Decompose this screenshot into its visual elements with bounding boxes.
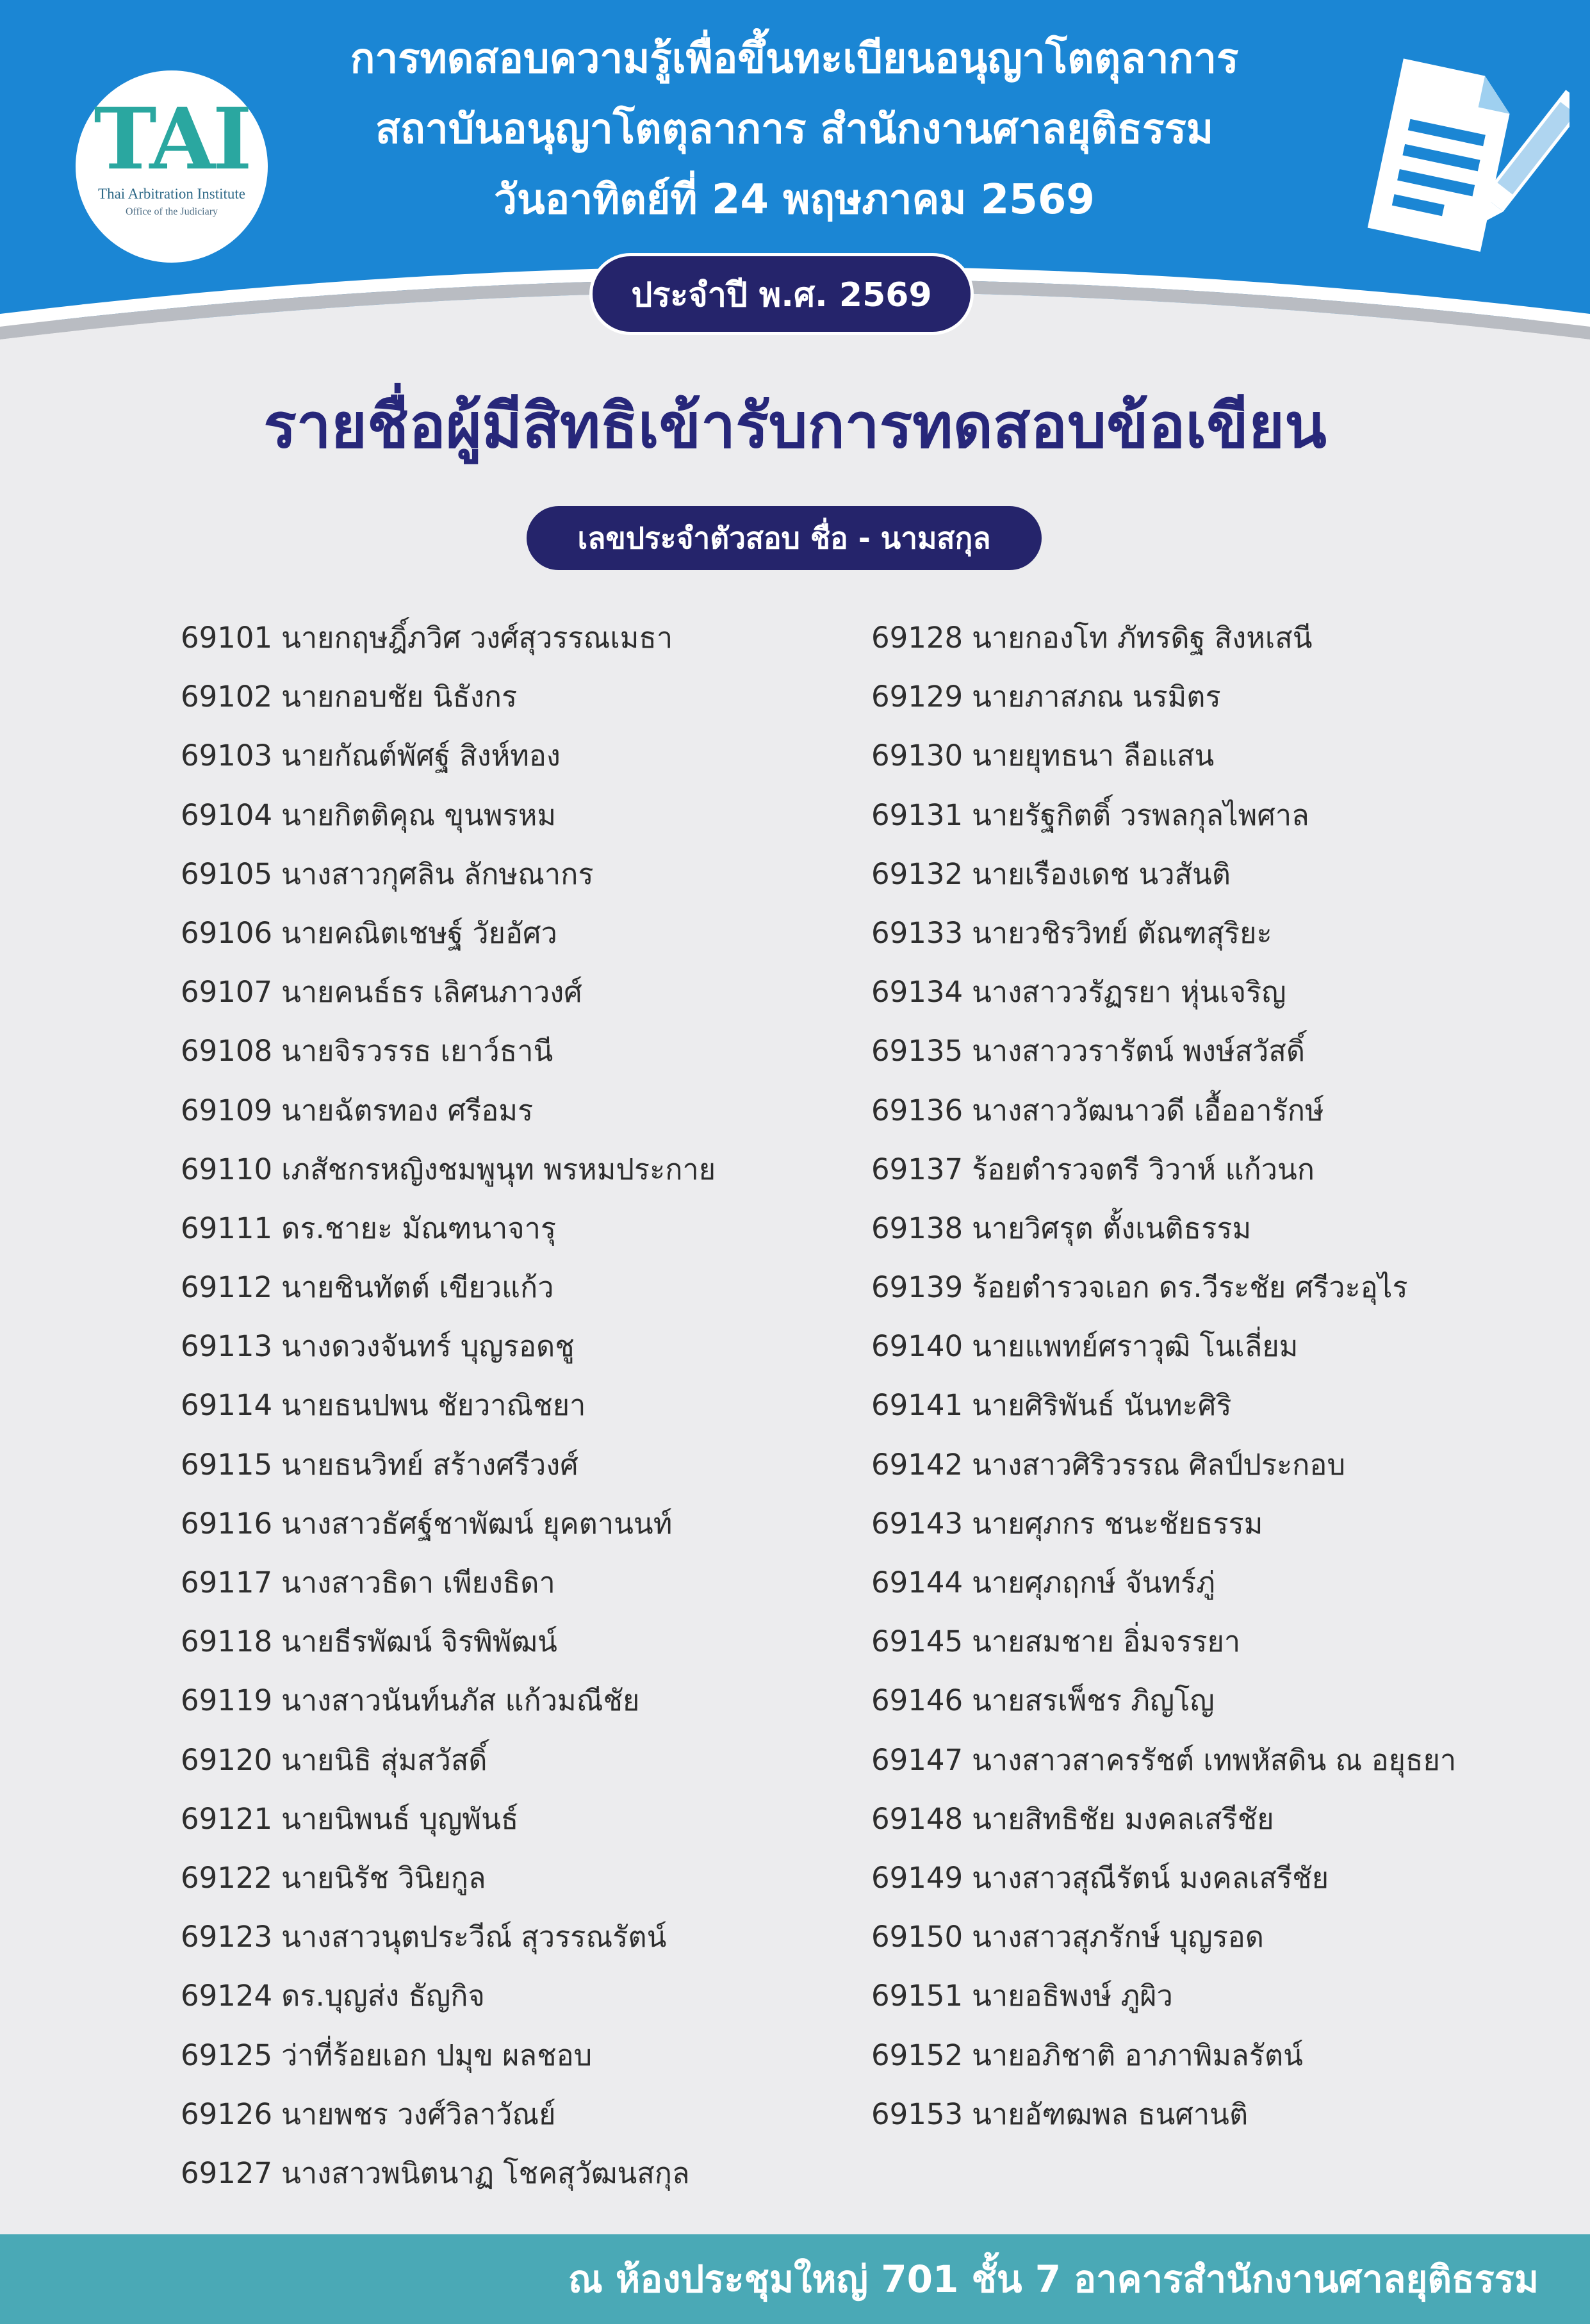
candidate-name: นายอธิพงษ์ ภูผิว [972,1979,1173,2013]
candidate-row [181,2085,840,2144]
candidate-id: 69139 [871,1270,963,1305]
candidate-row [181,1376,840,1435]
candidate-name: นายกัณต์พัศฐ์ สิงห์ทอง [281,739,561,773]
document-pen-icon [1339,54,1570,259]
tai-logo [76,70,268,263]
candidate-name: นายจิรวรรธ เยาว์ธานี [281,1034,553,1068]
candidate-row [871,1022,1576,1081]
candidate-row [871,1671,1576,1730]
column-header: เลขประจำตัวสอบ ชื่อ - นามสกุล [527,506,1042,570]
candidate-name: นายกองโท ภัทรดิฐ สิงหเสนี [972,621,1313,655]
logo-subtitle: Office of the Judiciary [125,206,218,217]
candidate-id: 69124 [181,1979,273,2013]
candidate-id: 69116 [181,1506,273,1541]
candidate-row [871,1436,1576,1494]
candidate-list-left [181,609,840,2203]
candidate-name: นายนิพนธ์ บุญพันธ์ [281,1801,519,1836]
candidate-id: 69140 [871,1329,963,1364]
candidate-id: 69137 [871,1152,963,1186]
candidate-name: นายพชร วงศ์วิลาวัณย์ [281,2097,556,2131]
candidate-name: นายกฤษฎิ์ภวิศ วงศ์สุวรรณเมธา [281,621,673,655]
candidate-row [871,1967,1576,2025]
candidate-id: 69130 [871,739,963,773]
candidate-row [871,1494,1576,1553]
candidate-name: นายวชิรวิทย์ ตัณฑสุริยะ [972,915,1272,950]
logo-mark: TAI [94,90,250,189]
candidate-row [871,667,1576,726]
candidate-row [181,2144,840,2203]
candidate-row [181,786,840,845]
candidate-name: นายธีรพัฒน์ จิรพิพัฒน์ [281,1624,557,1659]
candidate-id: 69138 [871,1211,963,1245]
candidate-id: 69115 [181,1447,273,1482]
candidate-row [871,1376,1576,1435]
year-badge: ประจำปี พ.ศ. 2569 [589,253,974,335]
candidate-row [871,1731,1576,1790]
candidate-id: 69112 [181,1270,273,1305]
candidate-row [871,609,1576,667]
candidate-id: 69120 [181,1742,273,1777]
candidate-row [871,1553,1576,1612]
candidate-id: 69152 [871,2038,963,2072]
candidate-name: นายคนธ์ธร เลิศนภาวงศ์ [281,975,582,1010]
candidate-id: 69105 [181,856,273,891]
candidate-row [181,1671,840,1730]
footer-banner [0,2234,1590,2324]
candidate-id: 69135 [871,1034,963,1068]
candidate-row [871,963,1576,1022]
candidate-name: นายคณิตเชษฐ์ วัยอัศว [281,915,557,950]
candidate-row [871,1908,1576,1967]
candidate-row [181,845,840,904]
candidate-name: นายธนปพน ชัยวาณิชยา [281,1388,586,1423]
candidate-name: นายศุภฤกษ์ จันทร์ภู่ [972,1566,1215,1600]
candidate-row [871,1199,1576,1258]
candidate-row [871,1140,1576,1199]
candidate-name: นายธนวิทย์ สร้างศรีวงศ์ [281,1447,578,1482]
candidate-id: 69146 [871,1683,963,1718]
candidate-row [181,726,840,785]
candidate-row [181,1790,840,1849]
candidate-name: นางสาววัฒนาวดี เอื้ออารักษ์ [972,1093,1324,1127]
candidate-row [871,1317,1576,1376]
candidate-name: นายศุภกร ชนะชัยธรรม [972,1506,1263,1541]
candidate-id: 69136 [871,1093,963,1127]
candidate-id: 69144 [871,1566,963,1600]
candidate-id: 69119 [181,1683,273,1718]
candidate-name: นายชินทัตต์ เขียวแก้ว [281,1270,554,1305]
candidate-id: 69110 [181,1152,273,1186]
candidate-row [871,1790,1576,1849]
candidate-name: นายสิทธิชัย มงคลเสรีชัย [972,1801,1274,1836]
candidate-name: นางสาววรัฏรยา หุ่นเจริญ [972,975,1286,1010]
candidate-id: 69117 [181,1566,273,1600]
candidate-row [181,963,840,1022]
candidate-row [871,2026,1576,2085]
candidate-row [181,1494,840,1553]
candidate-row [871,1612,1576,1671]
candidate-id: 69107 [181,975,273,1010]
candidate-name: นางสาววรารัตน์ พงษ์สวัสดิ์ [972,1034,1306,1068]
candidate-name: นางสาวสุณีรัตน์ มงคลเสรีชัย [972,1860,1329,1895]
candidate-name: ดร.ชายะ มัณฑนาจารุ [281,1211,557,1245]
candidate-name: นางสาวกุศลิน ลักษณากร [281,856,594,891]
candidate-row [871,1081,1576,1140]
candidate-id: 69121 [181,1801,273,1836]
candidate-id: 69123 [181,1920,273,1954]
candidate-id: 69147 [871,1742,963,1777]
candidate-row [871,1258,1576,1317]
candidate-id: 69133 [871,915,963,950]
candidate-name: ว่าที่ร้อยเอก ปมุข ผลชอบ [281,2038,593,2072]
candidate-name: นายวิศรุต ตั้งเนติธรรม [972,1211,1252,1245]
candidate-id: 69102 [181,680,273,714]
candidate-name: นางสาวธัศฐ์ชาพัฒน์ ยุคตานนท์ [281,1506,673,1541]
candidate-row [181,1967,840,2025]
candidate-id: 69106 [181,915,273,950]
candidate-name: นายภาสภณ นรมิตร [972,680,1221,714]
candidate-id: 69118 [181,1624,273,1659]
candidate-row [181,1317,840,1376]
candidate-row [181,1849,840,1908]
candidate-name: นายเรืองเดช นวสันติ [972,856,1231,891]
candidate-id: 69104 [181,798,273,832]
candidate-id: 69134 [871,975,963,1010]
candidate-name: นายนิธิ สุ่มสวัสดิ์ [281,1742,488,1777]
candidate-name: นางสาวนันท์นภัส แก้วมณีชัย [281,1683,640,1718]
candidate-id: 69103 [181,739,273,773]
candidate-row [181,1731,840,1790]
candidate-id: 69153 [871,2097,963,2131]
candidate-id: 69109 [181,1093,273,1127]
candidate-row [181,1140,840,1199]
candidate-name: ร้อยตำรวจเอก ดร.วีระชัย ศรีวะอุไร [972,1270,1408,1305]
candidate-list-right [871,609,1576,2144]
candidate-name: นายนิรัช วินิยกูล [281,1860,486,1895]
candidate-id: 69151 [871,1979,963,2013]
candidate-id: 69111 [181,1211,273,1245]
candidate-name: ร้อยตำรวจตรี วิวาห์ แก้วนก [972,1152,1315,1186]
candidate-name: นางสาวสุภรักษ์ บุญรอด [972,1920,1265,1954]
candidate-id: 69108 [181,1034,273,1068]
main-title: รายชื่อผู้มีสิทธิเข้ารับการทดสอบข้อเขียน [263,390,1327,462]
candidate-name: นางสาวนุตประวีณ์ สุวรรณรัตน์ [281,1920,667,1954]
candidate-id: 69128 [871,621,963,655]
header-title-line-1: การทดสอบความรู้เพื่อขึ้นทะเบียนอนุญาโตตุลาการ [350,35,1239,83]
candidate-name: นายยุทธนา ลือแสน [972,739,1215,773]
candidate-row [181,667,840,726]
candidate-name: นายสมชาย อิ่มจรรยา [972,1624,1241,1659]
candidate-id: 69132 [871,856,963,891]
candidate-name: นายกอบชัย นิธังกร [281,680,518,714]
candidate-row [871,904,1576,963]
candidate-row [871,1849,1576,1908]
candidate-name: นางสาวศิริวรรณ ศิลป์ประกอบ [972,1447,1346,1482]
candidate-name: นายสรเพ็ชร ภิญโญ [972,1683,1215,1718]
candidate-name: นายศิริพันธ์ นันทะศิริ [972,1388,1232,1423]
candidate-id: 69129 [871,680,963,714]
candidate-id: 69126 [181,2097,273,2131]
candidate-id: 69149 [871,1860,963,1895]
candidate-name: นายอัฑฒพล ธนศานติ [972,2097,1249,2131]
candidate-row [871,786,1576,845]
candidate-row [181,1436,840,1494]
candidate-name: นายรัฐกิตติ์ วรพลกุลไพศาล [972,798,1309,832]
candidate-name: นางสาวสาครรัชต์ เทพหัสดิน ณ อยุธยา [972,1742,1457,1777]
candidate-row [181,1908,840,1967]
candidate-id: 69101 [181,621,273,655]
candidate-row [871,726,1576,785]
candidate-row [181,1199,840,1258]
candidate-name: นายแพทย์ศราวุฒิ โนเลี่ยม [972,1329,1299,1364]
candidate-id: 69114 [181,1388,273,1423]
candidate-row [181,1081,840,1140]
candidate-id: 69122 [181,1860,273,1895]
candidate-row [181,1553,840,1612]
candidate-name: นายกิตติคุณ ขุนพรหม [281,798,557,832]
candidate-name: นายอภิชาติ อาภาพิมลรัตน์ [972,2038,1303,2072]
candidate-name: นายฉัตรทอง ศรีอมร [281,1093,534,1127]
logo-name: Thai Arbitration Institute [98,186,245,202]
candidate-id: 69150 [871,1920,963,1954]
candidate-id: 69148 [871,1801,963,1836]
candidate-row [181,904,840,963]
candidate-row [181,1022,840,1081]
candidate-id: 69142 [871,1447,963,1482]
candidate-name: ดร.บุญส่ง ธัญกิจ [281,1979,485,2013]
candidate-id: 69125 [181,2038,273,2072]
candidate-name: นางสาวพนิตนาฏ โชคสุวัฒนสกุล [281,2156,690,2190]
header-title-line-2: สถาบันอนุญาโตตุลาการ สำนักงานศาลยุติธรรม [375,106,1214,153]
candidate-id: 69141 [871,1388,963,1423]
candidate-row [181,1258,840,1317]
candidate-row [871,845,1576,904]
header-title-line-3: วันอาทิตย์ที่ 24 พฤษภาคม 2569 [494,176,1095,224]
candidate-id: 69127 [181,2156,273,2190]
candidate-id: 69131 [871,798,963,832]
candidate-row [181,1612,840,1671]
candidate-name: นางสาวธิดา เพียงธิดา [281,1566,555,1600]
candidate-row [181,2026,840,2085]
candidate-id: 69143 [871,1506,963,1541]
candidate-name: เภสัชกรหญิงชมพูนุท พรหมประกาย [281,1152,716,1186]
candidate-name: นางดวงจันทร์ บุญรอดชู [281,1329,575,1364]
candidate-row [181,609,840,667]
footer-location: ณ ห้องประชุมใหญ่ 701 ชั้น 7 อาคารสำนักงานศาลยุติธรรม [568,2257,1539,2301]
candidate-id: 69145 [871,1624,963,1659]
candidate-id: 69113 [181,1329,273,1364]
candidate-row [871,2085,1576,2144]
